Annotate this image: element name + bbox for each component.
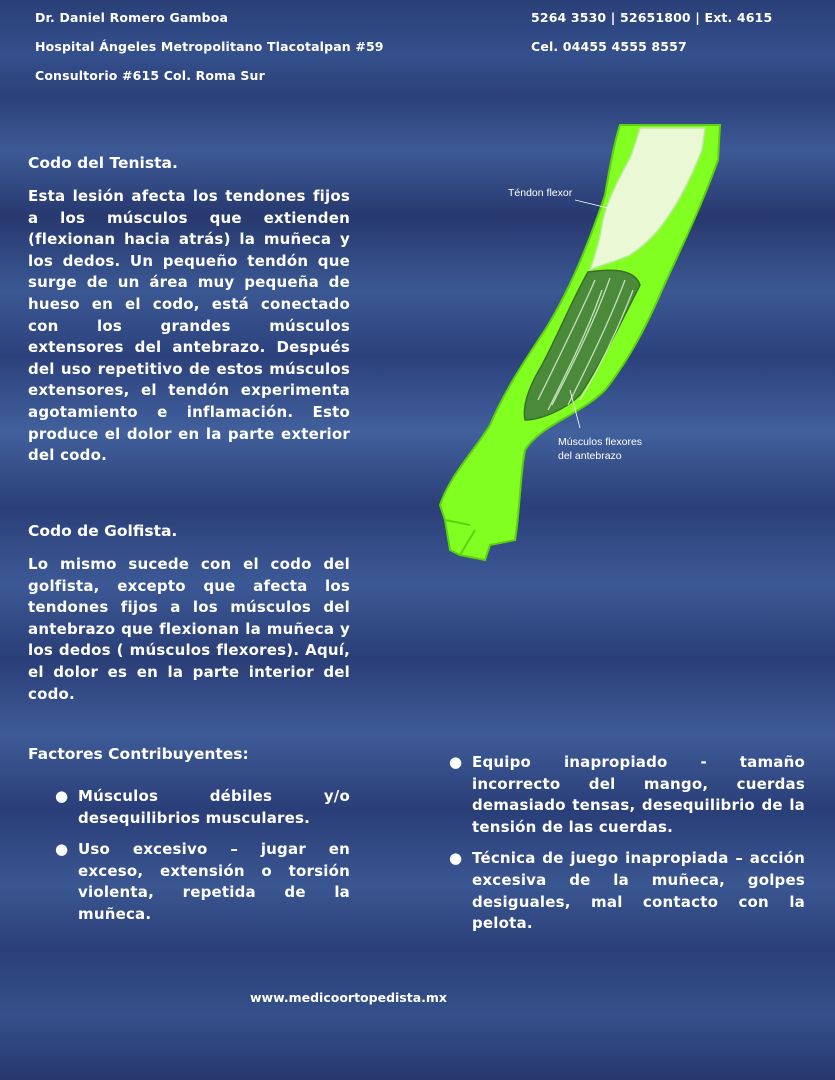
muscles-label-line2: del antebrazo <box>558 450 622 462</box>
bullet-icon: ● <box>55 787 69 805</box>
factors-heading: Factores Contribuyentes: <box>28 745 249 763</box>
golfer-elbow-heading: Codo de Golfista. <box>28 522 178 540</box>
muscles-label-line1: Músculos flexores <box>558 436 643 448</box>
list-item: ● Técnica de juego inapropiada – acción excesiva de la muñeca, golpes desiguales, mal contacto con la pelota. <box>449 849 805 933</box>
golfer-elbow-text: Lo mismo sucede con el codo del golfista, excepto que afecta los tendones fijos a los músculos del antebrazo que flexionan la muñeca y los dedos ( músculos flexores). Aquí, el dolor es en la parte interior del codo. <box>28 555 350 703</box>
factors-list-left <box>53 786 350 936</box>
bullet-icon: ● <box>449 849 463 868</box>
website-link[interactable]: www.medicoortopedista.mx <box>250 990 447 1005</box>
office-address: Consultorio #615 Col. Roma Sur <box>35 68 265 83</box>
list-item: ● Equipo inapropiado - tamaño incorrecto del mango, cuerdas demasiado tensas, desequilibrio de la tensión de las cuerdas. <box>449 753 805 836</box>
doctor-name: Dr. Daniel Romero Gamboa <box>35 10 229 25</box>
hospital-address: Hospital Ángeles Metropolitano Tlacotalpan #59 <box>35 39 384 54</box>
bullet-icon: ● <box>55 840 69 859</box>
bullet-icon: ● <box>449 753 463 771</box>
list-item: ● Músculos débiles y/o desequilibrios musculares. <box>55 787 350 827</box>
phone-numbers: 5264 3530 | 52651800 | Ext. 4615 <box>531 10 773 25</box>
tennis-elbow-text: Esta lesión afecta los tendones fijos a los músculos que extienden (flexionan hacia atrás) la muñeca y los dedos. Un pequeño tendón que surge de un área muy pequeña de hueso en el codo, está conectado con los grandes músculos extensores del antebrazo. Después del uso repetitivo de estos músculos extensores, el tendón experimenta agotamiento e inflamación. Esto produce el dolor en la parte exterior del codo. <box>28 187 350 465</box>
list-item: ● Uso excesivo – jugar en exceso, extensión o torsión violenta, repetida de la muñeca. <box>55 840 350 923</box>
forearm-illustration <box>430 120 730 570</box>
tendon-label: Téndon flexor <box>508 187 573 199</box>
cell-phone: Cel. 04455 4555 8557 <box>531 39 687 54</box>
factors-list-right <box>447 752 805 945</box>
tennis-elbow-heading: Codo del Tenista. <box>28 154 178 172</box>
